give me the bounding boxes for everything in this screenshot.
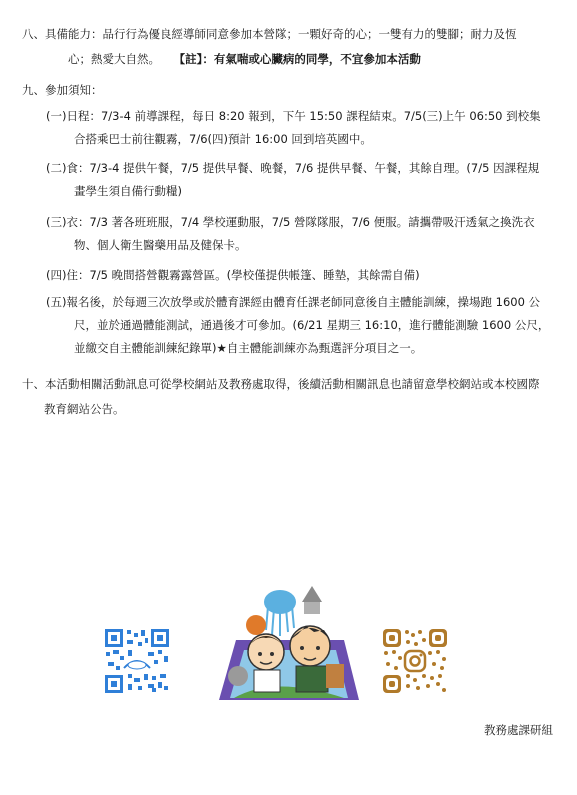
qr-code-icon[interactable] (104, 628, 170, 694)
item-line: (四)住：7/5 晚間搭營觀霧露營區。(學校僅提供帳篷、睡墊，其餘需自備) (46, 268, 420, 282)
section-ten-line-1: 十、本活動相關活動訊息可從學校網站及教務處取得，後續活動相關訊息也請留意學校網站或本校國際 (22, 377, 540, 391)
item-line: (五)報名後，於每週三次放學或於體育課經由體育任課老師同意後自主體能訓練，操場跑 1600 公 (46, 295, 541, 309)
mascot-illustration (214, 580, 364, 705)
section-eight-line-1: 八、具備能力：品行行為優良經導師同意參加本營隊；一顆好奇的心；一雙有力的雙腳；耐力及恆 (22, 27, 517, 41)
item-lodging (46, 264, 558, 287)
item-schedule (46, 105, 558, 151)
signature-unit: 教務處課研組 (484, 723, 553, 737)
item-line: 尺，並於通過體能測試，通過後才可參加。(6/21 星期三 16:10，進行體能測驗 1600 公尺， (74, 318, 550, 332)
item-line: 合搭乘巴士前往觀霧，7/6(四)預計 16:00 回到培英國中。 (74, 132, 372, 146)
section-ten (22, 372, 552, 422)
item-line: 並繳交自主體能訓練紀錄單)★自主體能訓練亦為甄選評分項目之一。 (74, 341, 423, 355)
item-line: 物、個人衛生醫藥用品及健保卡。 (74, 238, 247, 252)
item-line: (二)食：7/3-4 提供午餐，7/5 提供早餐、晚餐，7/6 提供早餐、午餐，其餘自理。(7/5 因課程規 (46, 161, 540, 175)
section-eight-text: 心；熱愛大自然。 (68, 52, 160, 66)
item-line: (三)衣：7/3 著各班班服，7/4 學校運動服，7/5 營隊隊服，7/6 便服。請攜帶吸汗透氣之換洗衣 (46, 215, 535, 229)
section-eight-line-2 (22, 47, 552, 72)
item-registration (46, 291, 558, 360)
section-nine-title: 九、參加須知： (22, 83, 103, 97)
section-eight (22, 22, 552, 72)
instagram-qr-icon[interactable] (382, 628, 448, 694)
item-clothing (46, 211, 558, 257)
section-ten-line-2: 教育網站公告。 (44, 402, 125, 416)
item-line: 畫學生須自備行動糧) (74, 184, 182, 198)
item-food (46, 157, 558, 203)
item-line: (一)日程：7/3-4 前導課程，每日 8:20 報到，下午 15:50 課程結束。7/5(三)上午 06:50 到校集 (46, 109, 541, 123)
health-note: 【註】：有氣喘或心臟病的同學，不宜參加本活動 (173, 52, 421, 66)
